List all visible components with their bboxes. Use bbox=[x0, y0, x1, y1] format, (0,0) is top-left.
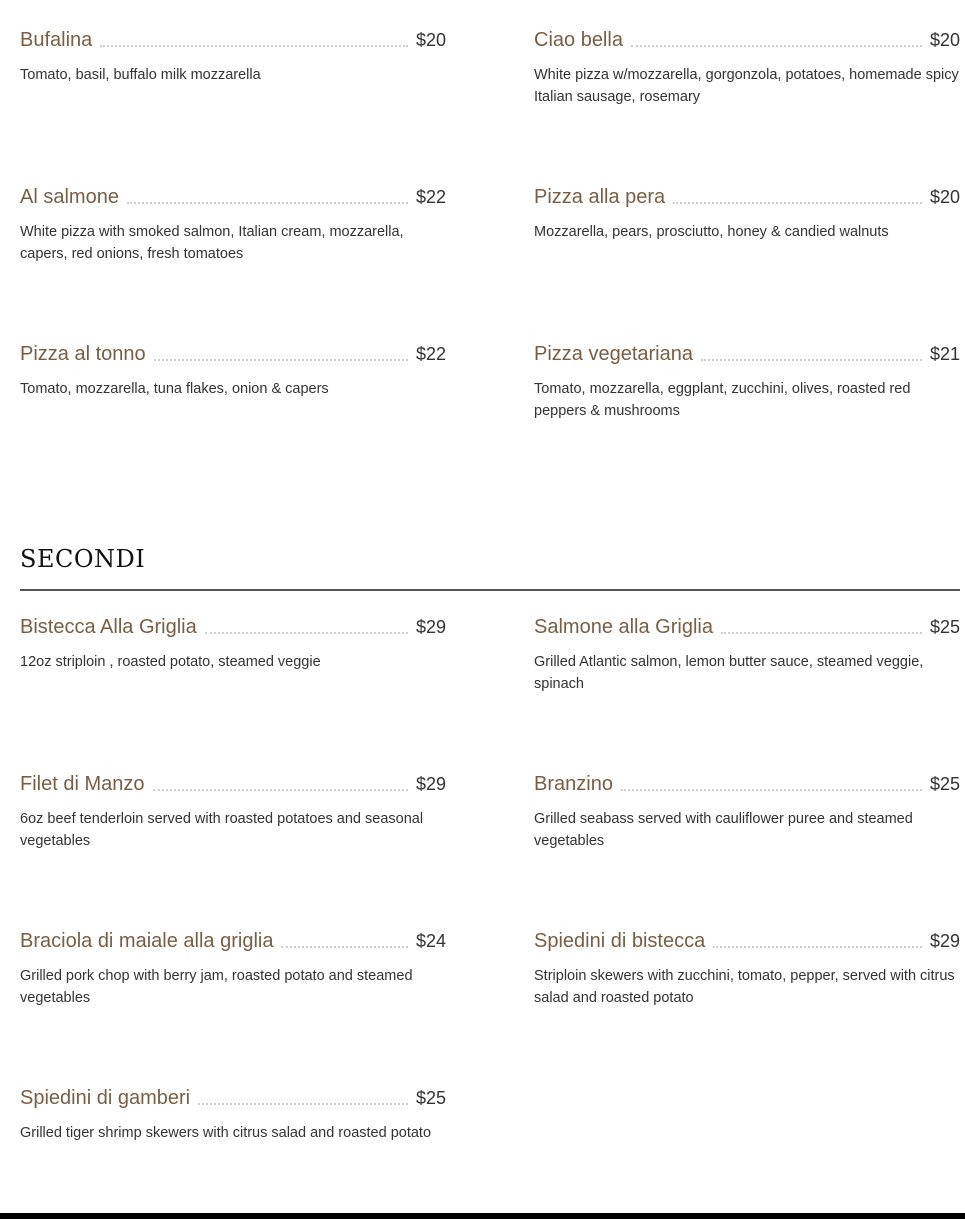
section-divider bbox=[20, 589, 960, 591]
menu-item-header bbox=[534, 613, 960, 639]
menu-item-name: Branzino bbox=[534, 773, 613, 795]
menu-item-description: 12oz striploin , roasted potato, steamed veggie bbox=[20, 654, 321, 670]
menu-item-name: Salmone alla Griglia bbox=[534, 616, 713, 638]
menu-item-name: Pizza alla pera bbox=[534, 186, 666, 208]
menu-item-price: $29 bbox=[415, 617, 446, 637]
menu-item-price: $29 bbox=[929, 931, 960, 951]
menu-item-name: Ciao bella bbox=[534, 29, 623, 51]
dot-leader bbox=[100, 45, 408, 47]
section-title: SECONDI bbox=[20, 545, 146, 573]
menu-item-price: $25 bbox=[415, 1088, 446, 1108]
menu-item-description: Grilled Atlantic salmon, lemon butter sauce, steamed veggie, spinach bbox=[534, 654, 924, 692]
menu-item-name: Filet di Manzo bbox=[20, 773, 145, 795]
menu-item-name: Al salmone bbox=[20, 186, 119, 208]
menu-item-description: Grilled pork chop with berry jam, roasted potato and steamed vegetables bbox=[20, 968, 413, 1006]
menu-item bbox=[20, 613, 446, 673]
menu-item-header bbox=[534, 770, 960, 796]
menu-item-header bbox=[20, 26, 446, 52]
menu-item-header bbox=[534, 183, 960, 209]
menu-item-price: $21 bbox=[929, 344, 960, 364]
menu-item-name: Spiedini di bistecca bbox=[534, 930, 706, 952]
menu-item-header bbox=[20, 1084, 446, 1110]
menu-item bbox=[534, 927, 960, 1009]
menu-item bbox=[20, 770, 446, 852]
menu-item bbox=[20, 26, 446, 86]
menu-item bbox=[20, 340, 446, 400]
menu-item-description: Striploin skewers with zucchini, tomato, pepper, served with citrus salad and roasted potato bbox=[534, 968, 955, 1006]
dot-leader bbox=[198, 1103, 408, 1105]
menu-item-header bbox=[534, 340, 960, 366]
menu-item-header bbox=[534, 927, 960, 953]
menu-item-price: $20 bbox=[415, 30, 446, 50]
menu-item-price: $29 bbox=[415, 774, 446, 794]
menu-item-price: $25 bbox=[929, 774, 960, 794]
menu-item-name: Spiedini di gamberi bbox=[20, 1087, 191, 1109]
menu-item bbox=[534, 613, 960, 695]
dot-leader bbox=[713, 946, 922, 948]
menu-item-header bbox=[20, 183, 446, 209]
menu-item bbox=[534, 26, 960, 108]
menu-item-name: Bistecca Alla Griglia bbox=[20, 616, 197, 638]
menu-item-price: $22 bbox=[415, 344, 446, 364]
menu-item bbox=[20, 927, 446, 1009]
menu-item-price: $22 bbox=[415, 187, 446, 207]
dot-leader bbox=[721, 632, 922, 634]
menu-item-price: $24 bbox=[415, 931, 446, 951]
menu-item-description: 6oz beef tenderloin served with roasted potatoes and seasonal vegetables bbox=[20, 811, 424, 849]
menu-item-header bbox=[20, 340, 446, 366]
menu-item-name: Pizza vegetariana bbox=[534, 343, 693, 365]
dot-leader bbox=[621, 789, 922, 791]
menu-item-header bbox=[20, 613, 446, 639]
dot-leader bbox=[701, 359, 922, 361]
footer-bar bbox=[0, 1213, 965, 1219]
menu-item-header bbox=[20, 927, 446, 953]
menu-item-name: Braciola di maiale alla griglia bbox=[20, 930, 274, 952]
menu-item-description: Mozzarella, pears, prosciutto, honey & candied walnuts bbox=[534, 224, 889, 240]
menu-item-header bbox=[534, 26, 960, 52]
dot-leader bbox=[673, 202, 922, 204]
menu-item-description: Tomato, basil, buffalo milk mozzarella bbox=[20, 67, 261, 83]
menu-item-name: Pizza al tonno bbox=[20, 343, 146, 365]
menu-item-price: $25 bbox=[929, 617, 960, 637]
menu-item-description: Tomato, mozzarella, tuna flakes, onion & capers bbox=[20, 381, 329, 397]
dot-leader bbox=[205, 632, 408, 634]
dot-leader bbox=[127, 202, 408, 204]
dot-leader bbox=[153, 789, 408, 791]
menu-item bbox=[20, 183, 446, 265]
menu-item-name: Bufalina bbox=[20, 29, 93, 51]
menu-item bbox=[534, 183, 960, 243]
menu-item-price: $20 bbox=[929, 187, 960, 207]
menu-item-description: Tomato, mozzarella, eggplant, zucchini, olives, roasted red peppers & mushrooms bbox=[534, 381, 911, 419]
menu-item-description: Grilled seabass served with cauliflower puree and steamed vegetables bbox=[534, 811, 913, 849]
dot-leader bbox=[281, 946, 407, 948]
menu-item bbox=[534, 770, 960, 852]
dot-leader bbox=[631, 45, 922, 47]
menu-item-header bbox=[20, 770, 446, 796]
menu-item-description: White pizza w/mozzarella, gorgonzola, potatoes, homemade spicy Italian sausage, rosemary bbox=[534, 67, 959, 105]
menu-item-description: White pizza with smoked salmon, Italian cream, mozzarella, capers, red onions, fresh tomatoes bbox=[20, 224, 404, 262]
menu-item-price: $20 bbox=[929, 30, 960, 50]
menu-item bbox=[534, 340, 960, 422]
menu-item-description: Grilled tiger shrimp skewers with citrus salad and roasted potato bbox=[20, 1125, 432, 1141]
dot-leader bbox=[154, 359, 408, 361]
menu-item bbox=[20, 1084, 446, 1144]
